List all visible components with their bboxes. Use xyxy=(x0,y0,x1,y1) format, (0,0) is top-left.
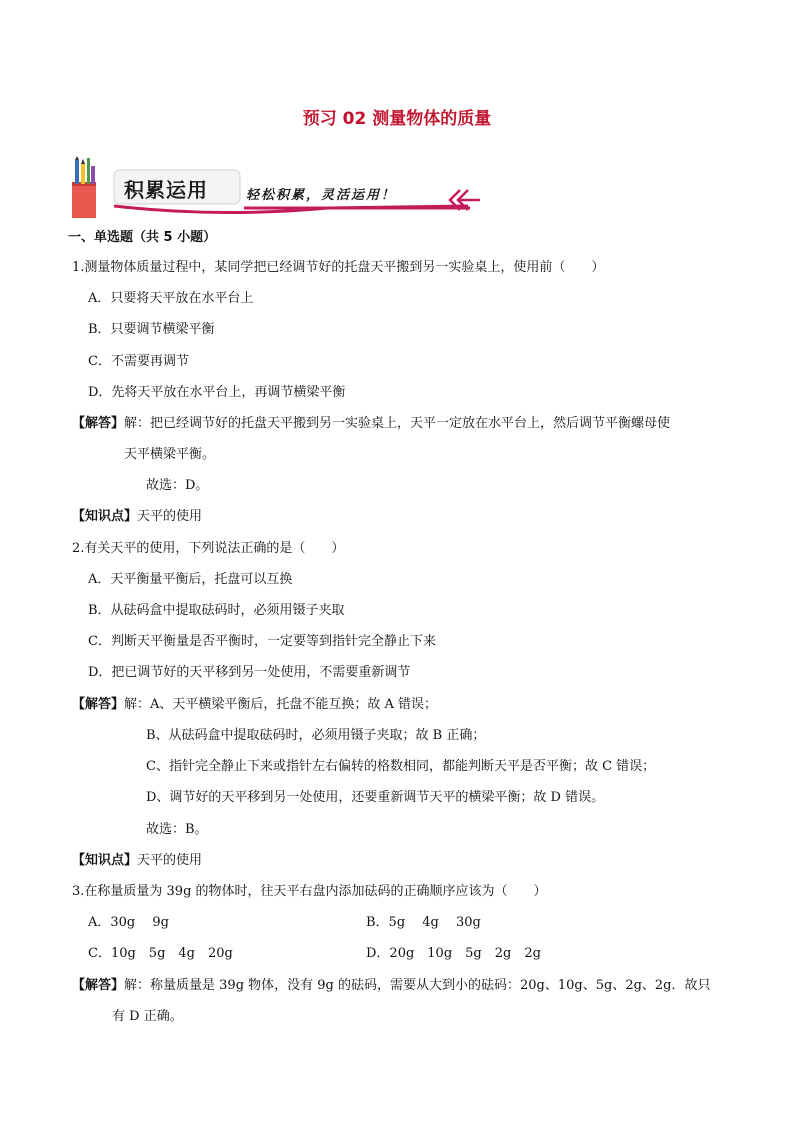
question-2-option-b: B．从砝码盒中提取砝码时，必须用镊子夹取 xyxy=(88,603,345,618)
question-3-stem: 3.在称量质量为 39g 的物体时，往天平右盘内添加砝码的正确顺序应该为（ ） xyxy=(72,884,547,899)
answer-tag: 【解答】 xyxy=(72,978,125,993)
answer-tag: 【解答】 xyxy=(72,416,125,431)
question-2-option-d: D．把已调节好的天平移到另一处使用，不需要重新调节 xyxy=(88,665,411,680)
question-2-answer-b: B、从砝码盒中提取砝码时，必须用镊子夹取；故 B 正确； xyxy=(146,728,486,743)
section-heading: 一、单选题（共 5 小题） xyxy=(68,230,217,245)
question-1-knowledge xyxy=(72,509,202,525)
question-3-answer-cont: 有 D 正确。 xyxy=(112,1009,183,1024)
question-1-option-a: A．只要将天平放在水平台上 xyxy=(88,291,254,306)
answer-text: 解：把已经调节好的托盘天平搬到另一实验桌上，天平一定放在水平台上，然后调节平衡螺母使 xyxy=(124,416,671,431)
question-3-answer xyxy=(72,978,711,994)
question-2-answer-d: D、调节好的天平移到另一处使用，还要重新调节天平的横梁平衡；故 D 错误。 xyxy=(146,790,605,805)
question-2-answer xyxy=(72,697,437,713)
knowledge-text: 天平的使用 xyxy=(137,853,203,868)
knowledge-text: 天平的使用 xyxy=(137,509,203,524)
page-title: 预习 02 测量物体的质量 xyxy=(302,109,492,129)
question-2-option-c: C．判断天平衡量是否平衡时，一定要等到指针完全静止下来 xyxy=(88,634,436,649)
answer-text: 解：称量质量是 39g 物体，没有 9g 的砝码，需要从大到小的砝码：20g、10g、5g、2g、2g．故只 xyxy=(124,978,711,993)
question-2-answer-c: C、指针完全静止下来或指针左右偏转的格数相同，都能判断天平是否平衡；故 C 错误； xyxy=(146,759,656,774)
question-1-option-d: D．先将天平放在水平台上，再调节横梁平衡 xyxy=(88,385,346,400)
question-3-option-b: B．5g 4g 30g xyxy=(366,915,481,930)
pencil-cup-icon xyxy=(72,156,96,218)
knowledge-tag: 【知识点】 xyxy=(72,853,138,868)
question-1-option-b: B．只要调节横梁平衡 xyxy=(88,322,215,337)
question-3-option-d: D．20g 10g 5g 2g 2g xyxy=(366,946,541,961)
question-2-stem: 2.有关天平的使用，下列说法正确的是（ ） xyxy=(72,541,345,556)
question-1-result: 故选：D。 xyxy=(146,478,209,493)
question-3-option-c: C．10g 5g 4g 20g xyxy=(88,946,233,961)
question-1-option-c: C．不需要再调节 xyxy=(88,354,189,369)
question-2-option-a: A．天平衡量平衡后，托盘可以互换 xyxy=(88,572,293,587)
question-1-answer-cont: 天平横梁平衡。 xyxy=(124,447,216,462)
question-2-result: 故选：B。 xyxy=(146,822,208,837)
question-3-option-a: A．30g 9g xyxy=(88,915,169,930)
answer-text: 解：A、天平横梁平衡后，托盘不能互换；故 A 错误； xyxy=(124,697,438,712)
knowledge-tag: 【知识点】 xyxy=(72,509,138,524)
question-1-stem: 1.测量物体质量过程中，某同学把已经调节好的托盘天平搬到另一实验桌上，使用前（ ） xyxy=(72,260,605,275)
banner-label: 积累运用 xyxy=(124,178,208,202)
answer-tag: 【解答】 xyxy=(72,697,125,712)
question-2-knowledge xyxy=(72,853,202,869)
banner-slogan: 轻松积累，灵活运用！ xyxy=(246,188,397,203)
question-1-answer xyxy=(72,416,670,432)
